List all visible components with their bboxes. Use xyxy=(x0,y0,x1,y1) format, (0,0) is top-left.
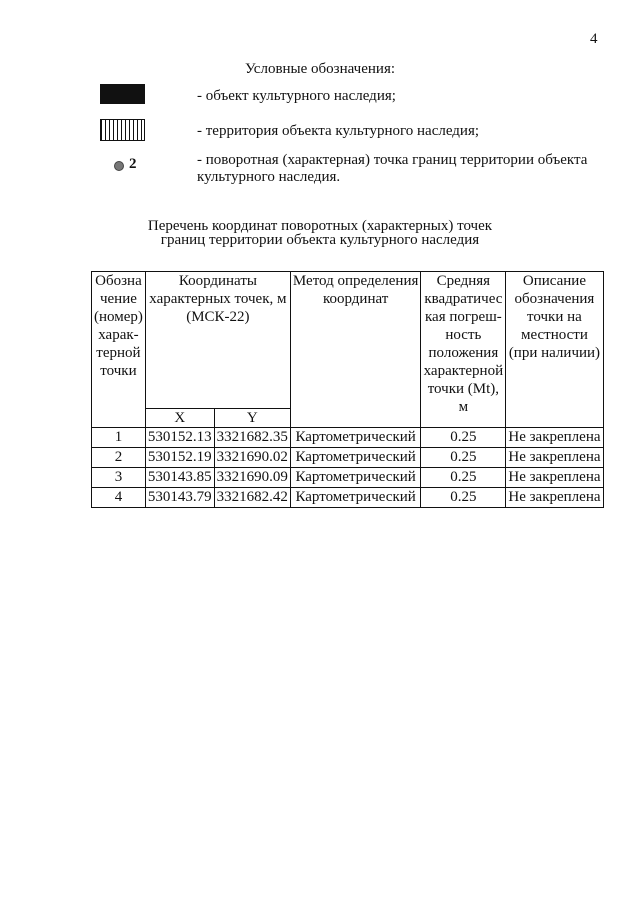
cell-method: Картометрический xyxy=(290,488,420,508)
header-description xyxy=(506,272,603,428)
header-coordinates xyxy=(145,272,290,409)
header-method-line: Метод определения xyxy=(292,273,419,289)
legend-point-label xyxy=(197,152,607,186)
legend-object-label: - объект культурного наследия; xyxy=(197,88,396,104)
cell-error: 0.25 xyxy=(421,488,506,508)
cell-y: 3321682.42 xyxy=(214,488,290,508)
cell-description: Не закреплена xyxy=(506,448,603,468)
table-row xyxy=(92,428,604,448)
cell-error: 0.25 xyxy=(421,448,506,468)
cell-num: 3 xyxy=(92,468,146,488)
turning-point-icon xyxy=(114,161,124,171)
header-description-line: местности xyxy=(520,327,588,343)
cell-x: 530143.85 xyxy=(145,468,214,488)
header-error-line: м xyxy=(458,399,469,415)
header-designation-line: терной xyxy=(96,345,141,361)
cultural-object-symbol xyxy=(100,84,145,104)
header-coordinates-line: Координаты xyxy=(178,273,257,289)
cell-y: 3321690.02 xyxy=(214,448,290,468)
header-error-line: Средняя xyxy=(436,273,491,289)
header-method-line: координат xyxy=(322,291,389,307)
header-error-line: характерной xyxy=(423,363,504,379)
header-coordinates-line: характерных точек, м xyxy=(149,291,287,307)
cell-x: 530143.79 xyxy=(145,488,214,508)
cell-method: Картометрический xyxy=(290,448,420,468)
header-description-line: точки на xyxy=(527,309,582,325)
header-designation-line: харак- xyxy=(98,327,139,343)
table-row xyxy=(92,468,604,488)
header-description-line: обозначения xyxy=(514,291,595,307)
header-description-line: (при наличии) xyxy=(508,345,601,361)
header-error-line: квадратичес xyxy=(424,291,503,307)
cell-description: Не закреплена xyxy=(506,428,603,448)
header-description-line: Описание xyxy=(522,273,586,289)
header-designation-line: (номер) xyxy=(94,309,143,325)
header-designation-line: чение xyxy=(99,291,137,307)
cell-x: 530152.19 xyxy=(145,448,214,468)
header-x: X xyxy=(145,409,214,428)
legend-point-label-line2: культурного наследия. xyxy=(197,169,341,185)
cell-error: 0.25 xyxy=(421,468,506,488)
cell-y: 3321682.35 xyxy=(214,428,290,448)
header-designation-line: Обозна xyxy=(95,273,142,289)
cell-num: 2 xyxy=(92,448,146,468)
page-number: 4 xyxy=(590,31,598,47)
header-error-line: точки (Mt), xyxy=(427,381,500,397)
cell-error: 0.25 xyxy=(421,428,506,448)
coordinates-table xyxy=(91,271,604,508)
list-title-line1: Перечень координат поворотных (характерных) точек xyxy=(147,218,493,234)
cell-num: 4 xyxy=(92,488,146,508)
list-title-line2: границ территории объекта культурного наследия xyxy=(160,232,480,248)
header-designation-line: точки xyxy=(100,363,137,379)
cell-method: Картометрический xyxy=(290,468,420,488)
legend-territory-label: - территория объекта культурного наследия; xyxy=(197,123,480,139)
header-method xyxy=(290,272,420,428)
header-error-line: положения xyxy=(428,345,499,361)
territory-hatch-symbol xyxy=(100,119,145,141)
table-row xyxy=(92,448,604,468)
legend-point-label-line1: - поворотная (характерная) точка границ территории объекта xyxy=(197,152,588,168)
cell-description: Не закреплена xyxy=(506,468,603,488)
turning-point-number: 2 xyxy=(129,156,137,172)
header-designation xyxy=(92,272,146,428)
cell-method: Картометрический xyxy=(290,428,420,448)
cell-description: Не закреплена xyxy=(506,488,603,508)
table-row xyxy=(92,488,604,508)
legend-title: Условные обозначения: xyxy=(244,61,396,77)
header-error-line: ность xyxy=(445,327,482,343)
coordinates-list-title xyxy=(0,219,640,247)
cell-y: 3321690.09 xyxy=(214,468,290,488)
cell-x: 530152.13 xyxy=(145,428,214,448)
header-coordinates-line: (МСК-22) xyxy=(186,309,250,325)
header-error-line: кая погреш- xyxy=(424,309,502,325)
header-error xyxy=(421,272,506,428)
header-y: Y xyxy=(214,409,290,428)
cell-num: 1 xyxy=(92,428,146,448)
